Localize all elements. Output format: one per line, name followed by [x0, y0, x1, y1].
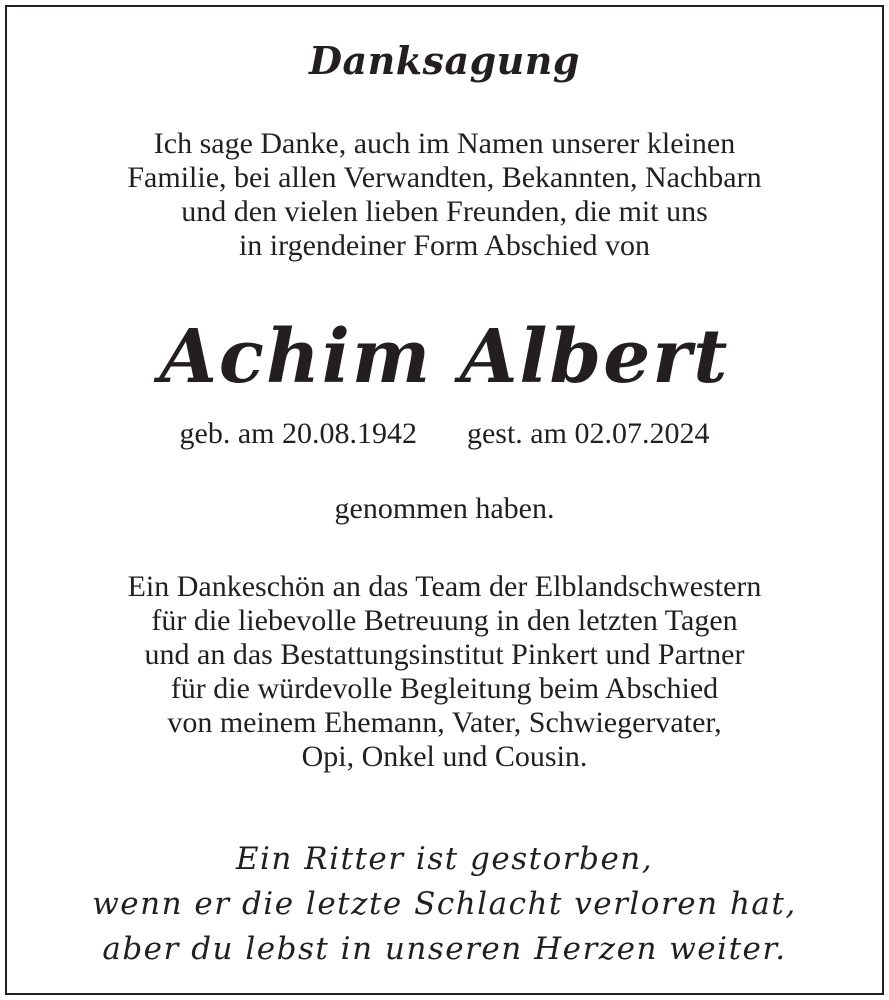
quote-line: aber du lebst in unseren Herzen weiter. — [102, 931, 787, 967]
thanks-line: für die würdevolle Begleitung beim Abschied — [170, 672, 719, 705]
obituary-notice — [5, 5, 884, 995]
deceased-name: Achim Albert — [159, 314, 730, 400]
intro-line: und den vielen lieben Freunden, die mit uns — [181, 195, 708, 228]
notice-heading: Danksagung — [309, 38, 580, 83]
thanks-line: Ein Dankeschön an das Team der Elblandschwestern — [127, 570, 762, 603]
death-date: gest. am 02.07.2024 — [466, 417, 710, 450]
thanks-line: und an das Bestattungsinstitut Pinkert und Partner — [144, 638, 745, 671]
intro-line: Familie, bei allen Verwandten, Bekannten, Nachbarn — [127, 161, 762, 194]
thanks-line: Opi, Onkel und Cousin. — [301, 740, 588, 773]
quote-line: wenn er die letzte Schlacht verloren hat, — [92, 886, 797, 922]
closing-phrase-line: genommen haben. — [334, 492, 555, 525]
thanks-line: von meinem Ehemann, Vater, Schwiegervater, — [167, 706, 722, 739]
thanks-paragraph — [7, 570, 882, 774]
quote-line: Ein Ritter ist gestorben, — [235, 841, 654, 877]
intro-line: Ich sage Danke, auch im Namen unserer kleinen — [153, 127, 736, 160]
closing-phrase — [7, 492, 882, 526]
thanks-line: für die liebevolle Betreuung in den letzten Tagen — [151, 604, 738, 637]
intro-line: in irgendeiner Form Abschied von — [238, 229, 651, 262]
birth-date: geb. am 20.08.1942 — [179, 417, 417, 450]
life-dates — [7, 417, 882, 451]
intro-paragraph — [7, 127, 882, 263]
memorial-quote — [7, 837, 882, 972]
